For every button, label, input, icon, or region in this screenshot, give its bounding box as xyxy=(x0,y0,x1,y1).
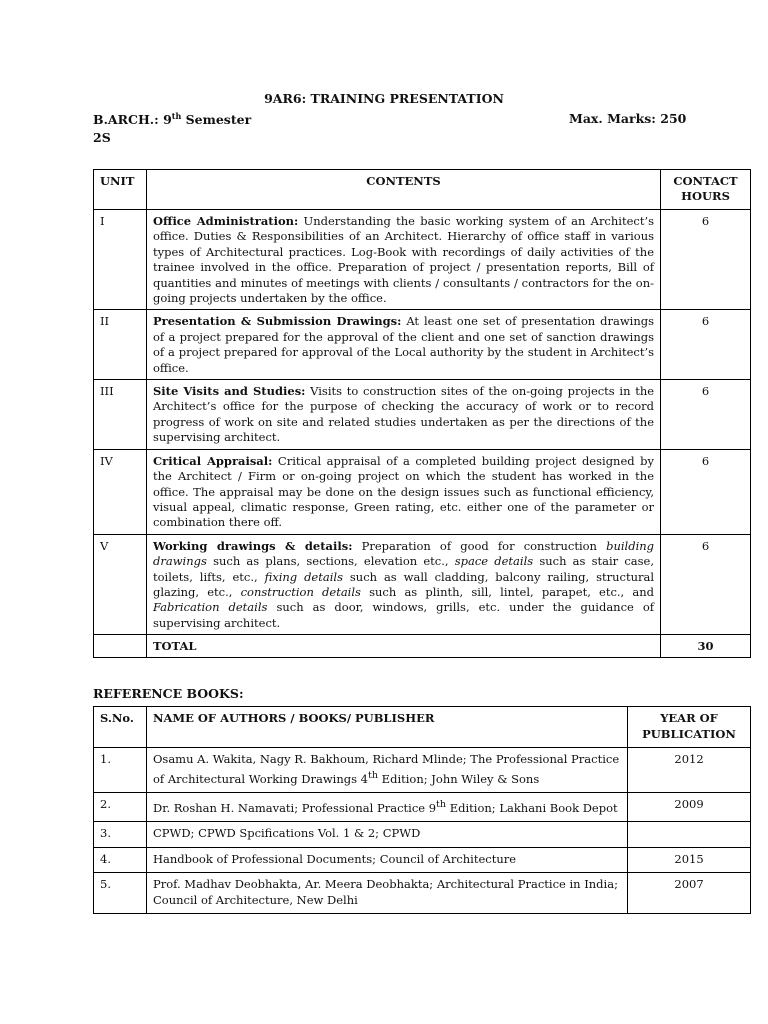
course-label xyxy=(93,111,251,127)
unit-number: IV xyxy=(94,449,147,534)
unit-hours: 6 xyxy=(661,449,751,534)
total-label: TOTAL xyxy=(146,635,660,658)
book-entry xyxy=(146,748,627,793)
unit-content xyxy=(146,210,660,310)
max-marks: Max. Marks: 250 xyxy=(569,111,687,126)
syllabus-row xyxy=(94,449,751,534)
book-sno: 1. xyxy=(94,748,147,793)
total-row xyxy=(94,635,751,658)
unit-topic: Presentation & Submission Drawings: xyxy=(152,314,402,329)
book-entry-text: CPWD; CPWD Spcifications Vol. 1 & 2; CPWD xyxy=(152,826,421,841)
unit-description-part: Preparation of good for construction xyxy=(352,538,607,553)
book-entry xyxy=(146,822,627,848)
course-sup: th xyxy=(171,111,182,121)
total-hours: 30 xyxy=(661,635,751,658)
unit-description-part: such as stair case, toilets, lifts, etc., xyxy=(152,554,654,584)
unit-description: At least one set of presentation drawings of a project prepared for the approval of the client and one set of sanction drawings of a project prepared for approval of the Local authority by the student in Architect’s office. xyxy=(152,314,655,375)
book-row xyxy=(94,847,751,873)
document-title: 9AR6: TRAINING PRESENTATION xyxy=(264,91,504,106)
italic-term: building drawings xyxy=(152,538,655,569)
unit-content xyxy=(146,534,660,634)
book-sno: 5. xyxy=(94,873,147,914)
reference-books-table xyxy=(93,706,751,914)
book-entry xyxy=(146,792,627,821)
contents-header: CONTENTS xyxy=(146,170,660,210)
unit-content xyxy=(146,449,660,534)
book-sno: 2. xyxy=(94,792,147,821)
book-entry-sup: th xyxy=(368,769,379,781)
unit-content xyxy=(146,310,660,380)
book-row xyxy=(94,822,751,848)
book-year: 2012 xyxy=(628,748,751,793)
course-suffix: Semester xyxy=(181,112,252,128)
book-entry-text: Handbook of Professional Documents; Council of Architecture xyxy=(152,851,517,866)
unit-number: III xyxy=(94,380,147,450)
book-entry-text: Dr. Roshan H. Namavati; Professional Practice 9 xyxy=(152,800,437,815)
unit-hours: 6 xyxy=(661,534,751,634)
unit-number: V xyxy=(94,534,147,634)
book-entry-text: Edition; John Wiley & Sons xyxy=(378,771,540,786)
italic-term: construction details xyxy=(240,584,361,599)
unit-hours: 6 xyxy=(661,380,751,450)
book-row xyxy=(94,792,751,821)
books-header-row xyxy=(94,707,751,748)
book-sno: 3. xyxy=(94,822,147,848)
book-entry-sup: th xyxy=(436,798,447,810)
italic-term: space details xyxy=(454,554,534,569)
unit-hours: 6 xyxy=(661,310,751,380)
italic-term: Fabrication details xyxy=(152,600,268,615)
syllabus-row xyxy=(94,534,751,634)
unit-number: II xyxy=(94,310,147,380)
book-year: 2015 xyxy=(628,847,751,873)
book-sno: 4. xyxy=(94,847,147,873)
unit-description-part: such as plans, sections, elevation etc., xyxy=(206,554,455,569)
total-unit-cell xyxy=(94,635,147,658)
unit-description-part: such as plinth, sill, lintel, parapet, etc., and xyxy=(360,584,655,599)
syllabus-table xyxy=(93,169,751,658)
book-year xyxy=(628,822,751,848)
book-year: 2009 xyxy=(628,792,751,821)
book-year: 2007 xyxy=(628,873,751,914)
sno-header: S.No. xyxy=(94,707,147,748)
book-row xyxy=(94,748,751,793)
unit-description: Critical appraisal of a completed building project designed by the Architect / Firm or on-going project on which the student has worked in the office. The appraisal may be done on the design issues such as functional efficiency, visual appeal, climatic response, Green rating, etc. either one of the parameter or combination there off. xyxy=(152,453,655,530)
reference-books-heading: REFERENCE BOOKS: xyxy=(93,686,244,701)
unit-topic: Working drawings & details: xyxy=(152,538,353,553)
book-entry-text: Edition; Lakhani Book Depot xyxy=(446,800,618,815)
syllabus-row xyxy=(94,380,751,450)
unit-header: UNIT xyxy=(94,170,147,210)
unit-description-part: such as door, windows, grills, etc. under the guidance of supervising architect. xyxy=(152,600,655,630)
unit-hours: 6 xyxy=(661,210,751,310)
syllabus-header-row xyxy=(94,170,751,210)
unit-description: Visits to construction sites of the on-going projects in the Architect’s office for the purpose of checking the accuracy of work or to record progress of work on site and related studies undertaken as per the directions of the supervising architect. xyxy=(152,384,655,445)
unit-topic: Office Administration: xyxy=(152,214,299,228)
unit-topic: Site Visits and Studies: xyxy=(152,384,306,399)
course-code: 2S xyxy=(93,130,111,145)
unit-description-part: such as wall cladding, balcony railing, structural glazing, etc., xyxy=(152,569,655,599)
book-entry-text: Prof. Madhav Deobhakta, Ar. Meera Deobhakta; Architectural Practice in India; Council of Architecture, New Delhi xyxy=(152,877,618,907)
italic-term: fixing details xyxy=(264,569,343,584)
syllabus-row xyxy=(94,210,751,310)
syllabus-row xyxy=(94,310,751,380)
course-prefix: B.ARCH.: 9 xyxy=(93,112,172,128)
book-row xyxy=(94,873,751,914)
unit-topic: Critical Appraisal: xyxy=(152,453,273,468)
contact-hours-header: CONTACT HOURS xyxy=(661,170,751,210)
book-name-header: NAME OF AUTHORS / BOOKS/ PUBLISHER xyxy=(146,707,627,748)
year-header: YEAR OF PUBLICATION xyxy=(628,707,751,748)
unit-description: Understanding the basic working system of an Architect’s office. Duties & Responsibilities of an Architect. Hierarchy of office staff in various types of Architectural practices. Log-Book with recordings of daily activities of the trainee involved in the office. Preparation of project / presentation reports, Bill of quantities and minutes of meetings with clients / consultants / contractors for the on-going projects undertaken by the office. xyxy=(152,214,655,306)
unit-content xyxy=(146,380,660,450)
book-entry-text: Osamu A. Wakita, Nagy R. Bakhoum, Richard Mlinde; The Professional Practice of Architectural Working Drawings 4 xyxy=(152,752,620,786)
unit-number: I xyxy=(94,210,147,310)
book-entry xyxy=(146,873,627,914)
book-entry xyxy=(146,847,627,873)
